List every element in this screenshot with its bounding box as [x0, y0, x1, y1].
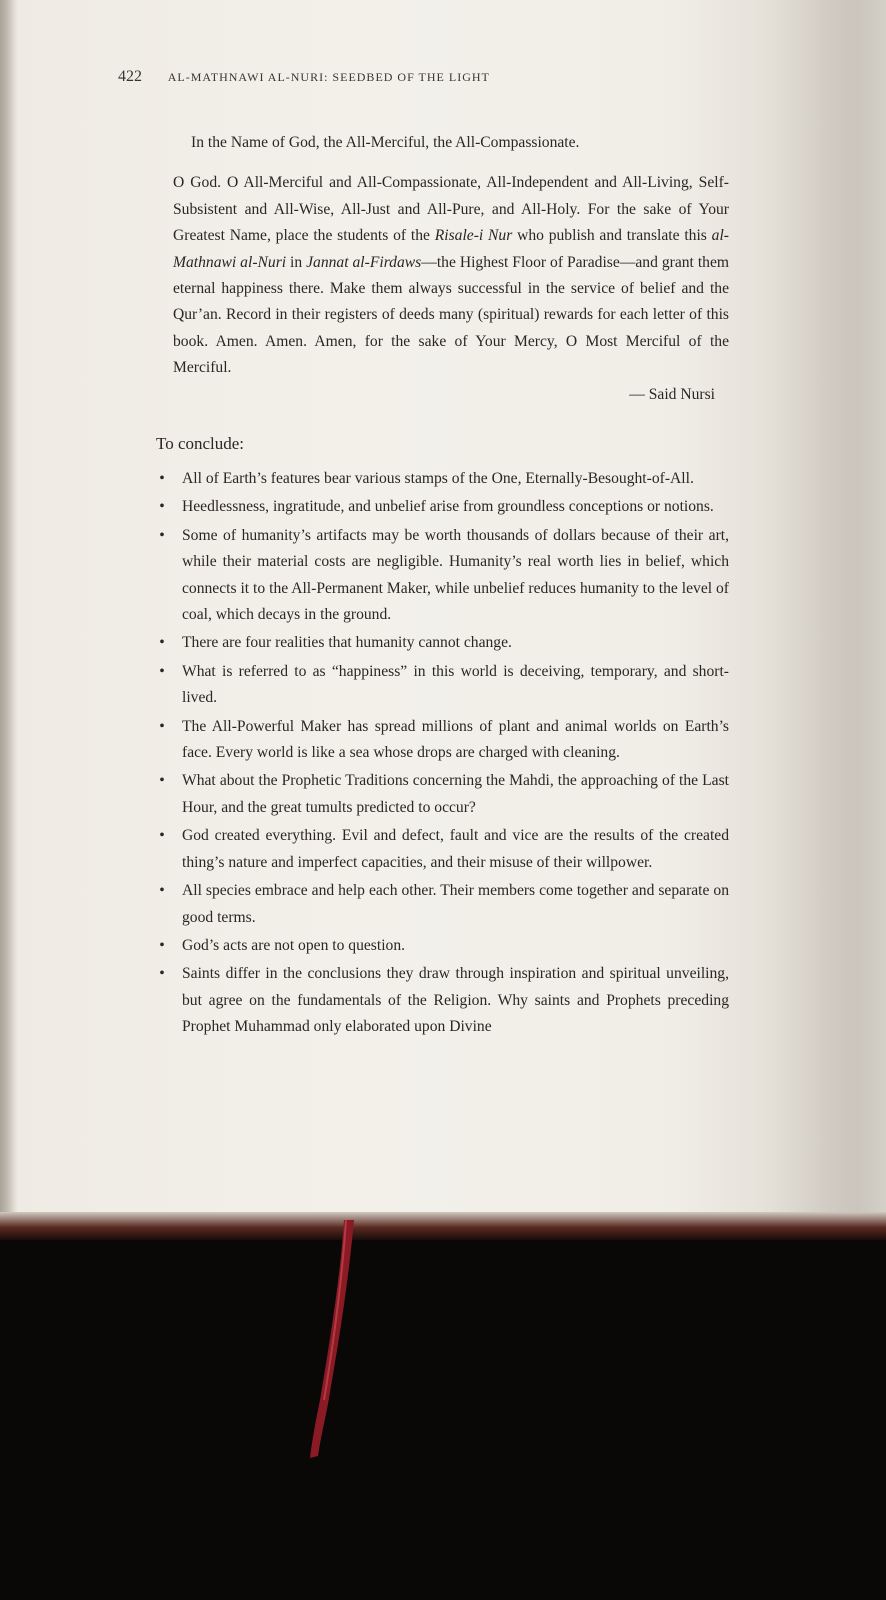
list-item [156, 823, 729, 876]
conclude-heading: To conclude: [156, 434, 245, 453]
prayer-text-2: who publish and translate this [512, 227, 712, 245]
list-item-text: Heedlessness, ingratitude, and unbelief arise from groundless conceptions or notions. [182, 498, 714, 516]
bullet-icon: • [159, 772, 165, 790]
list-item-text: God’s acts are not open to question. [182, 936, 406, 954]
bullet-icon: • [159, 526, 165, 544]
bullet-icon: • [159, 965, 165, 983]
list-item-text: What about the Prophetic Traditions concerning the Mahdi, the approaching of the Last Hour, and the great tumults predicted to occur? [182, 772, 729, 816]
running-head-title: AL-MATHNAWI AL-NURI: SEEDBED OF THE LIGHT [167, 70, 490, 84]
invocation: In the Name of God, the All-Merciful, the All-Compassionate. [191, 134, 580, 151]
prayer-text [173, 170, 729, 381]
bullet-icon: • [159, 717, 165, 735]
bullet-icon: • [159, 662, 165, 680]
prayer-italic-1: Risale-i Nur [434, 227, 513, 245]
conclusion-list [156, 466, 729, 1043]
list-item [156, 523, 729, 629]
list-item-text: There are four realities that humanity cannot change. [182, 634, 512, 652]
prayer-italic-3: Jannat al-Firdaws [306, 253, 422, 271]
list-item [156, 878, 729, 931]
list-item-text: Some of humanity’s artifacts may be worth thousands of dollars because of their art, while their material costs are negligible. Humanity’s real worth lies in belief, which connects it to the All-Permanent Maker, while unbelief reduces humanity to the level of coal, which decays in the ground. [182, 526, 729, 624]
list-item [156, 933, 729, 959]
prayer-text-4: —the Highest Floor of Paradise—and grant them eternal happiness there. Make them always successful in the service of belief and the Qur’an. Record in their registers of deeds many (spiritual) rewards for each letter of this book. Amen. Amen. Amen, for the sake of Your Mercy, O Most Merciful of the Merciful. [173, 253, 729, 377]
page-edge [0, 1212, 886, 1240]
list-item [156, 961, 729, 1040]
prayer-text-3: in [286, 253, 307, 271]
bullet-icon: • [159, 498, 165, 516]
bullet-icon: • [159, 882, 165, 900]
list-item [156, 659, 729, 712]
bullet-icon: • [159, 634, 165, 652]
list-item-text: God created everything. Evil and defect, fault and vice are the results of the created thing’s nature and imperfect capacities, and their misuse of their willpower. [182, 827, 729, 871]
list-item [156, 768, 729, 821]
bullet-icon: • [159, 936, 165, 954]
list-item-text: Saints differ in the conclusions they draw through inspiration and spiritual unveiling, but agree on the fundamentals of the Religion. Why saints and Prophets preceding Prophet Muhammad only elaborated upon Divine [182, 965, 729, 1036]
bullet-icon: • [159, 827, 165, 845]
facing-page-shadow [816, 0, 886, 1228]
list-item [156, 714, 729, 767]
list-item-text: All species embrace and help each other. Their members come together and separate on good terms. [182, 882, 729, 926]
list-item-text: The All-Powerful Maker has spread millions of plant and animal worlds on Earth’s face. Every world is like a sea whose drops are charged with cleaning. [182, 717, 729, 762]
list-item-text: What is referred to as “happiness” in this world is deceiving, temporary, and short-lived. [182, 662, 729, 707]
bullet-icon: • [159, 470, 165, 487]
list-item [156, 466, 729, 492]
list-item [156, 494, 729, 520]
prayer-italic-2: al-Mathnawi al-Nuri [173, 227, 729, 271]
bookmark-ribbon [300, 1220, 360, 1460]
spine-shadow [0, 0, 18, 1228]
list-item-text: All of Earth’s features bear various stamps of the One, Eternally-Besought-of-All. [182, 470, 694, 487]
signature: — Said Nursi [629, 385, 715, 403]
prayer-text-1: O God. O All-Merciful and All-Compassionate, All-Independent and All-Living, Self-Subsistent and All-Wise, All-Just and All-Pure, and All-Holy. For the sake of Your Greatest Name, place the students of the [173, 174, 729, 245]
running-header [118, 68, 490, 86]
list-item [156, 630, 729, 656]
prayer-block [173, 130, 729, 408]
page-number: 422 [118, 68, 142, 85]
